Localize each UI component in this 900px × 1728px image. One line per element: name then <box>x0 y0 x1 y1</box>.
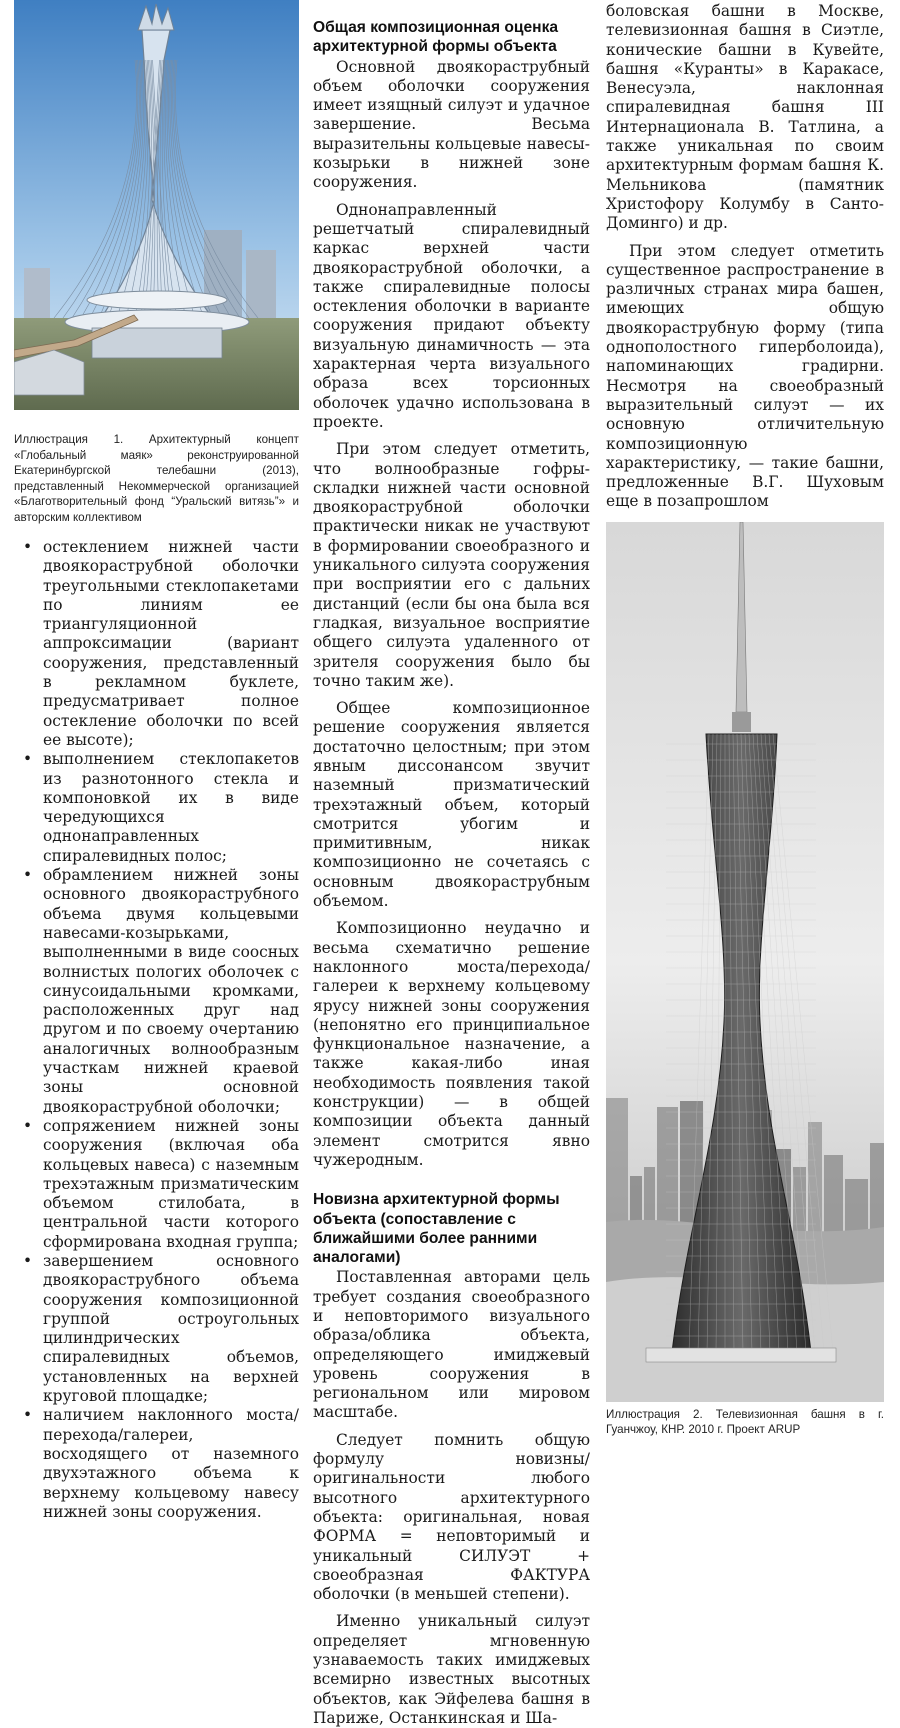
paragraph: Основной двоякораструбный объем оболочки сооружения имеет изящный силуэт и удачное завершение. Весьма выразительны кольцевые навесы-козырьки в нижней зоне сооружения. <box>313 57 590 192</box>
paragraph: Именно уникальный силуэт определяет мгновенную узнаваемость таких имиджевых всемирно известных высотных объектов, как Эйфелева башня в Париже, Останкинская и Ша- <box>313 1612 590 1727</box>
stylobate-block <box>92 328 222 358</box>
paragraph: боловская башни в Москве, телевизионная башня в Сиэтле, конические башни в Кувейте, башня «Куранты» в Каракасе, Венесуэла, наклонная спиралевидная башня III Интернационала В. Татлина, а также уникальная по своим архитектурным формам башня К. Мельникова (памятник Христофору Колумбу в Санто-Доминго) и др. <box>606 2 884 233</box>
bullet-item <box>14 750 299 866</box>
tower-base-podium <box>646 1348 836 1362</box>
column-left <box>14 0 299 1522</box>
bullet-text: сопряжением нижней зоны сооружения (включая оба кольцевых навеса) с наземным трехэтажным призматическим объемом стилобата, в центральной части которого сформирована входная группа; <box>43 1116 299 1251</box>
bullet-marker: • <box>23 1406 33 1425</box>
bullet-marker: • <box>23 866 33 885</box>
paragraph: Однонаправленный решетчатый спиралевидный каркас верхней части двоякораструбной оболочки, а также спиралевидные полосы остекления оболочки в варианте сооружения придают объекту визуальную динамичность — эта характерная черта визуального образа всех торсионных оболочек удачно использована в проекте. <box>313 200 590 431</box>
bullet-item <box>14 1252 299 1406</box>
global-lighthouse-tower-image <box>14 0 299 410</box>
bullet-text: выполнением стеклопакетов из разнотонного стекла и компоновкой их в виде чередующихся однонаправленных спиралевидных полос; <box>43 750 299 865</box>
canopy-ring-upper <box>87 291 227 309</box>
bullet-text: завершением основного двоякораструбного объема сооружения композиционной группой остроугольных цилиндрических спиралевидных объемов, установленных на верхней круговой площадке; <box>43 1251 299 1406</box>
paragraph: При этом следует отметить, что волнообразные гофры-складки нижней части основной двоякораструбной оболочки практически никак не участвуют в формировании своеобразного и уникального силуэта сооружения при восприятии его с дальних дистанций (если бы она была вся гладкая, визуальное восприятие общего силуэта удаленного от зрителя сооружения было бы точно таким же). <box>313 440 590 690</box>
bullet-marker: • <box>23 750 33 769</box>
figure-1-illustration <box>14 0 299 410</box>
paragraph: При этом следует отметить существенное распространение в различных странах мира башен, имеющих общую двоякораструбную форму (типа однополостного гиперболоида), напоминающих градирни. Несмотря на своеобразный выразительный силуэт — их основную отличительную композиционную характеристику, — такие башни, предложенные В.Г. Шуховым еще в позапрошлом <box>606 241 884 511</box>
bullet-marker: • <box>23 1251 33 1270</box>
paragraph: Композиционно неудачно и весьма схематично решение наклонного моста/перехода/галереи к верхнему кольцевому ярусу нижней зоны сооружения (непонятно его принципиальное функциональное назначение, а также какая-либо иная необходимость появления такой конструкции) — в общей композиции объекта данный элемент смотрится явно чужеродным. <box>313 919 590 1169</box>
bullet-text: наличием наклонного моста/перехода/галереи, восходящего от наземного двухэтажного объема к верхнему кольцевому навесу нижней зоны сооружения. <box>43 1406 299 1521</box>
bullet-text: обрамлением нижней зоны основного двоякораструбного объема двумя кольцевыми навесами-козырьками, выполненными в виде соосных волнистых пологих оболочек с синусоидальными кромками, расположенных друг над другом и по своему очертанию аналогичных волнообразным участкам нижней краевой зоны основной двоякораструбной оболочки; <box>43 866 299 1116</box>
paragraph: Поставленная авторами цель требует создания своеобразного и неповторимого визуального образа/облика объекта, определяющего имиджевый уровень сооружения в региональном или мировом масштабе. <box>313 1268 590 1422</box>
column-right <box>606 0 884 1438</box>
figure-2-illustration <box>606 522 884 1402</box>
paragraph: Следует помнить общую формулу новизны/оригинальности любого высотного архитектурного объекта: оригинальная, новая ФОРМА = неповторимый и уникальный СИЛУЭТ + своеобразная ФАКТУРА оболочки (в меньшей степени). <box>313 1430 590 1604</box>
bullet-marker: • <box>23 538 33 556</box>
figure-2-caption: Иллюстрация 2. Телевизионная башня в г. Гуанчжоу, КНР. 2010 г. Проект ARUP <box>606 1407 884 1437</box>
guangzhou-tv-tower-image <box>606 522 884 1402</box>
bullet-item <box>14 866 299 1117</box>
paragraph: Общее композиционное решение сооружения является достаточно целостным; при этом явным диссонансом звучит наземный призматический трехэтажный объем, который смотрится убогим и примитивным, никак композиционно не сочетаясь с основным двоякораструбным объемом. <box>313 699 590 911</box>
bullet-text: остеклением нижней части двоякораструбной оболочки треугольными стеклопакетами по линиям ее триангуляционной аппроксимации (вариант сооружения, представленный в рекламном буклете, предусматривает полное остекление оболочки по всей ее высоте); <box>43 538 299 749</box>
feature-bullet-list <box>14 538 299 1522</box>
bullet-item <box>14 1117 299 1252</box>
section-heading-novelty: Новизна архитектурной формы объекта (сопоставление с ближайшими более ранними аналогами) <box>313 1191 560 1267</box>
bullet-item <box>14 538 299 750</box>
section-heading-composition: Общая композиционная оценка архитектурной формы объекта <box>313 19 559 56</box>
column-middle <box>313 0 590 1728</box>
bullet-item <box>14 1406 299 1522</box>
bullet-marker: • <box>23 1116 33 1135</box>
figure-1-caption: Иллюстрация 1. Архитектурный концепт «Глобальный маяк» реконструированной Екатеринбургской телебашни (2013), представленный Некоммерческой организацией «Благотворительный фонд “Уральский витязь”» и авторским коллективом <box>14 433 299 524</box>
